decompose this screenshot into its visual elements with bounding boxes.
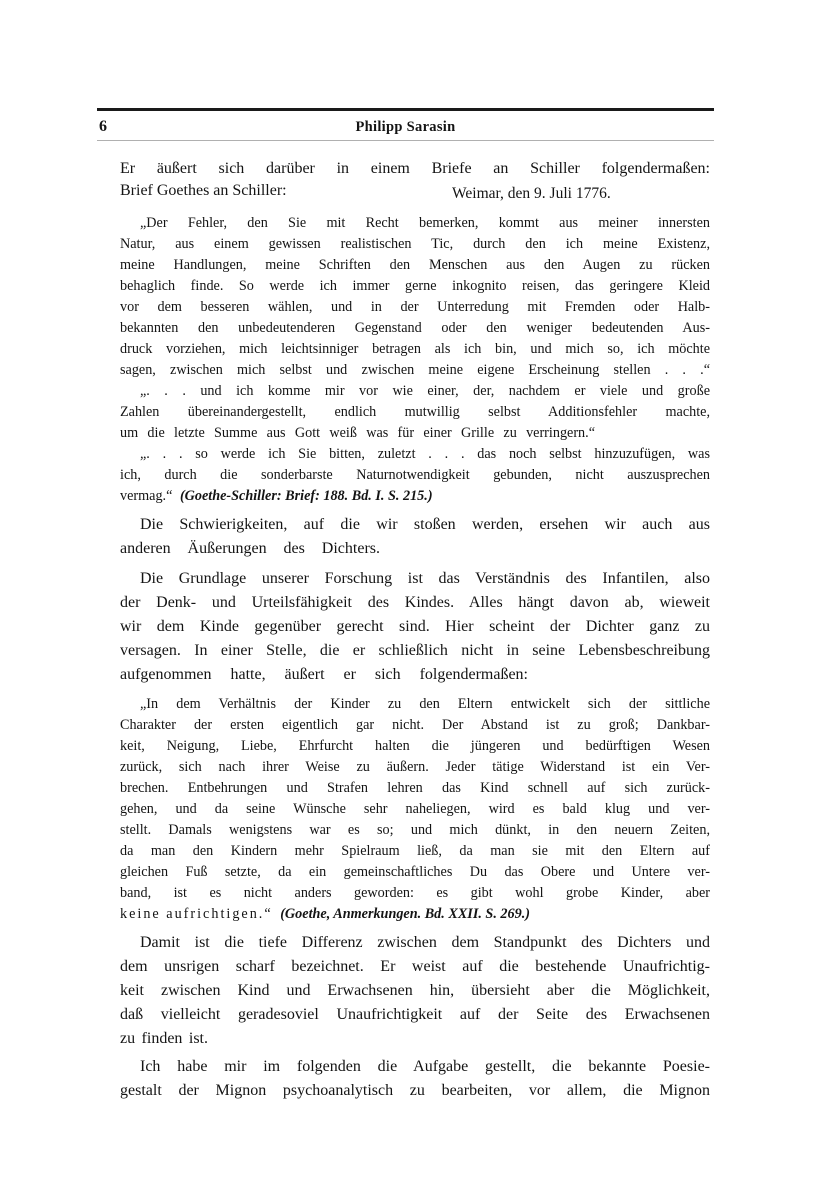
quote-line: „Der Fehler, den Sie mit Recht bemerken, kommt aus meiner innersten: [140, 215, 710, 231]
quote-line: band, ist es nicht anders geworden: es gibt wohl grobe Kinder, aber: [120, 885, 710, 901]
quote-closing-line: [120, 906, 530, 923]
quote-line: sagen, zwischen mich selbst und zwischen meine eigene Erscheinung stellen . . .“: [120, 362, 710, 378]
intro-line: Er äußert sich darüber in einem Briefe an Schiller folgendermaßen:: [120, 160, 710, 177]
quote-line: „In dem Verhältnis der Kinder zu den Eltern entwickelt sich der sittliche: [140, 696, 710, 712]
letter-label: Brief Goethes an Schiller:: [120, 182, 287, 199]
quote-closing-line: [120, 488, 433, 505]
running-title: Philipp Sarasin: [355, 119, 456, 135]
quote-line: zurück, sich nach ihrer Weise zu äußern. Jeder tätige Widerstand ist ein Ver-: [120, 759, 710, 775]
header-underline: [97, 140, 714, 141]
quote-line: druck vorziehen, mich leichtsinniger betragen als ich bin, und mich so, ich möchte: [120, 341, 710, 357]
letter-heading: [120, 182, 710, 206]
paragraph-line: Ich habe mir im folgenden die Aufgabe gestellt, die bekannte Poesie-: [140, 1058, 710, 1075]
source-citation: (Goethe-Schiller: Brief: 188. Bd. I. S. 215.): [179, 488, 433, 504]
quote-line: behaglich finde. So werde ich immer gerne inkognito reisen, das geringere Kleid: [120, 278, 710, 294]
paragraph-line: keit zwischen Kind und Erwachsenen hin, übersieht aber die Möglichkeit,: [120, 982, 710, 999]
paragraph-line: zu finden ist.: [120, 1030, 208, 1047]
quote-line: da man den Kindern mehr Spielraum ließ, da man sie mit den Eltern auf: [120, 843, 710, 859]
paragraph-line: der Denk- und Urteilsfähigkeit des Kindes. Alles hängt davon ab, wieweit: [120, 594, 710, 611]
paragraph-line: Die Schwierigkeiten, auf die wir stoßen werden, ersehen wir auch aus: [140, 516, 710, 533]
paragraph-line: gestalt der Mignon psychoanalytisch zu bearbeiten, vor allem, die Mignon: [120, 1082, 710, 1099]
paragraph-line: daß vielleicht geradesoviel Unaufrichtigkeit auf der Seite des Erwachsenen: [120, 1006, 710, 1023]
paragraph-line: versagen. In einer Stelle, die er schließlich nicht in seine Lebensbeschreibung: [120, 642, 710, 659]
quote-line: Zahlen übereinandergestellt, endlich mutwillig selbst Additionsfehler machte,: [120, 404, 710, 420]
quote-line: meine Handlungen, meine Schriften den Menschen aus den Augen zu rücken: [120, 257, 710, 273]
quote-line: gleichen Fuß setzte, da ein gemeinschaftliches Du das Obere und Untere ver-: [120, 864, 710, 880]
letter-date: Weimar, den 9. Juli 1776.: [452, 185, 611, 202]
quote-line: keit, Neigung, Liebe, Ehrfurcht halten die jüngeren und bedürftigen Wesen: [120, 738, 710, 754]
paragraph-line: anderen Äußerungen des Dichters.: [120, 540, 380, 557]
page-number: 6: [99, 118, 107, 135]
source-citation: (Goethe, Anmerkungen. Bd. XXII. S. 269.): [280, 906, 530, 922]
quote-line: gehen, und da seine Wünsche sehr naheliegen, wird es bald klug und ver-: [120, 801, 710, 817]
quote-line: vor dem besseren wählen, und in der Unterredung mit Fremden oder Halb-: [120, 299, 710, 315]
paragraph-line: Damit ist die tiefe Differenz zwischen dem Standpunkt des Dichters und: [140, 934, 710, 951]
quote-closing-text: vermag.“: [120, 488, 173, 504]
quote-line: stellt. Damals wenigstens war es so; und mich dünkt, in den neuern Zeiten,: [120, 822, 710, 838]
quote-closing-text: keine aufrichtigen.“: [120, 906, 273, 922]
paragraph-line: dem unsrigen scharf bezeichnet. Er weist auf die bestehende Unaufrichtig-: [120, 958, 710, 975]
quote-line: ich, durch die sonderbarste Naturnotwendigkeit gebunden, nicht auszusprechen: [120, 467, 710, 483]
quote-line: brechen. Entbehrungen und Strafen lehren das Kind schnell auf sich zurück-: [120, 780, 710, 796]
quote-line: um die letzte Summe aus Gott weiß was für einer Grille zu verringern.“: [120, 425, 595, 441]
quote-line: „. . . so werde ich Sie bitten, zuletzt . . . das noch selbst hinzuzufügen, was: [140, 446, 710, 462]
quote-line: „. . . und ich komme mir vor wie einer, der, nachdem er viele und große: [140, 383, 710, 399]
header-rule: [97, 108, 714, 111]
quote-line: Charakter der ersten eigentlich gar nicht. Der Abstand ist zu groß; Dankbar-: [120, 717, 710, 733]
page-header: [97, 108, 714, 142]
paragraph-line: wir dem Kinde gegenüber gerecht sind. Hier scheint der Dichter ganz zu: [120, 618, 710, 635]
quote-line: Natur, aus einem gewissen realistischen Tic, durch den ich meine Existenz,: [120, 236, 710, 252]
quote-line: bekannten den unbedeutenderen Gegenstand oder den weniger bedeutenden Aus-: [120, 320, 710, 336]
paragraph-line: aufgenommen hatte, äußert er sich folgendermaßen:: [120, 666, 528, 683]
paragraph-line: Die Grundlage unserer Forschung ist das Verständnis des Infantilen, also: [140, 570, 710, 587]
